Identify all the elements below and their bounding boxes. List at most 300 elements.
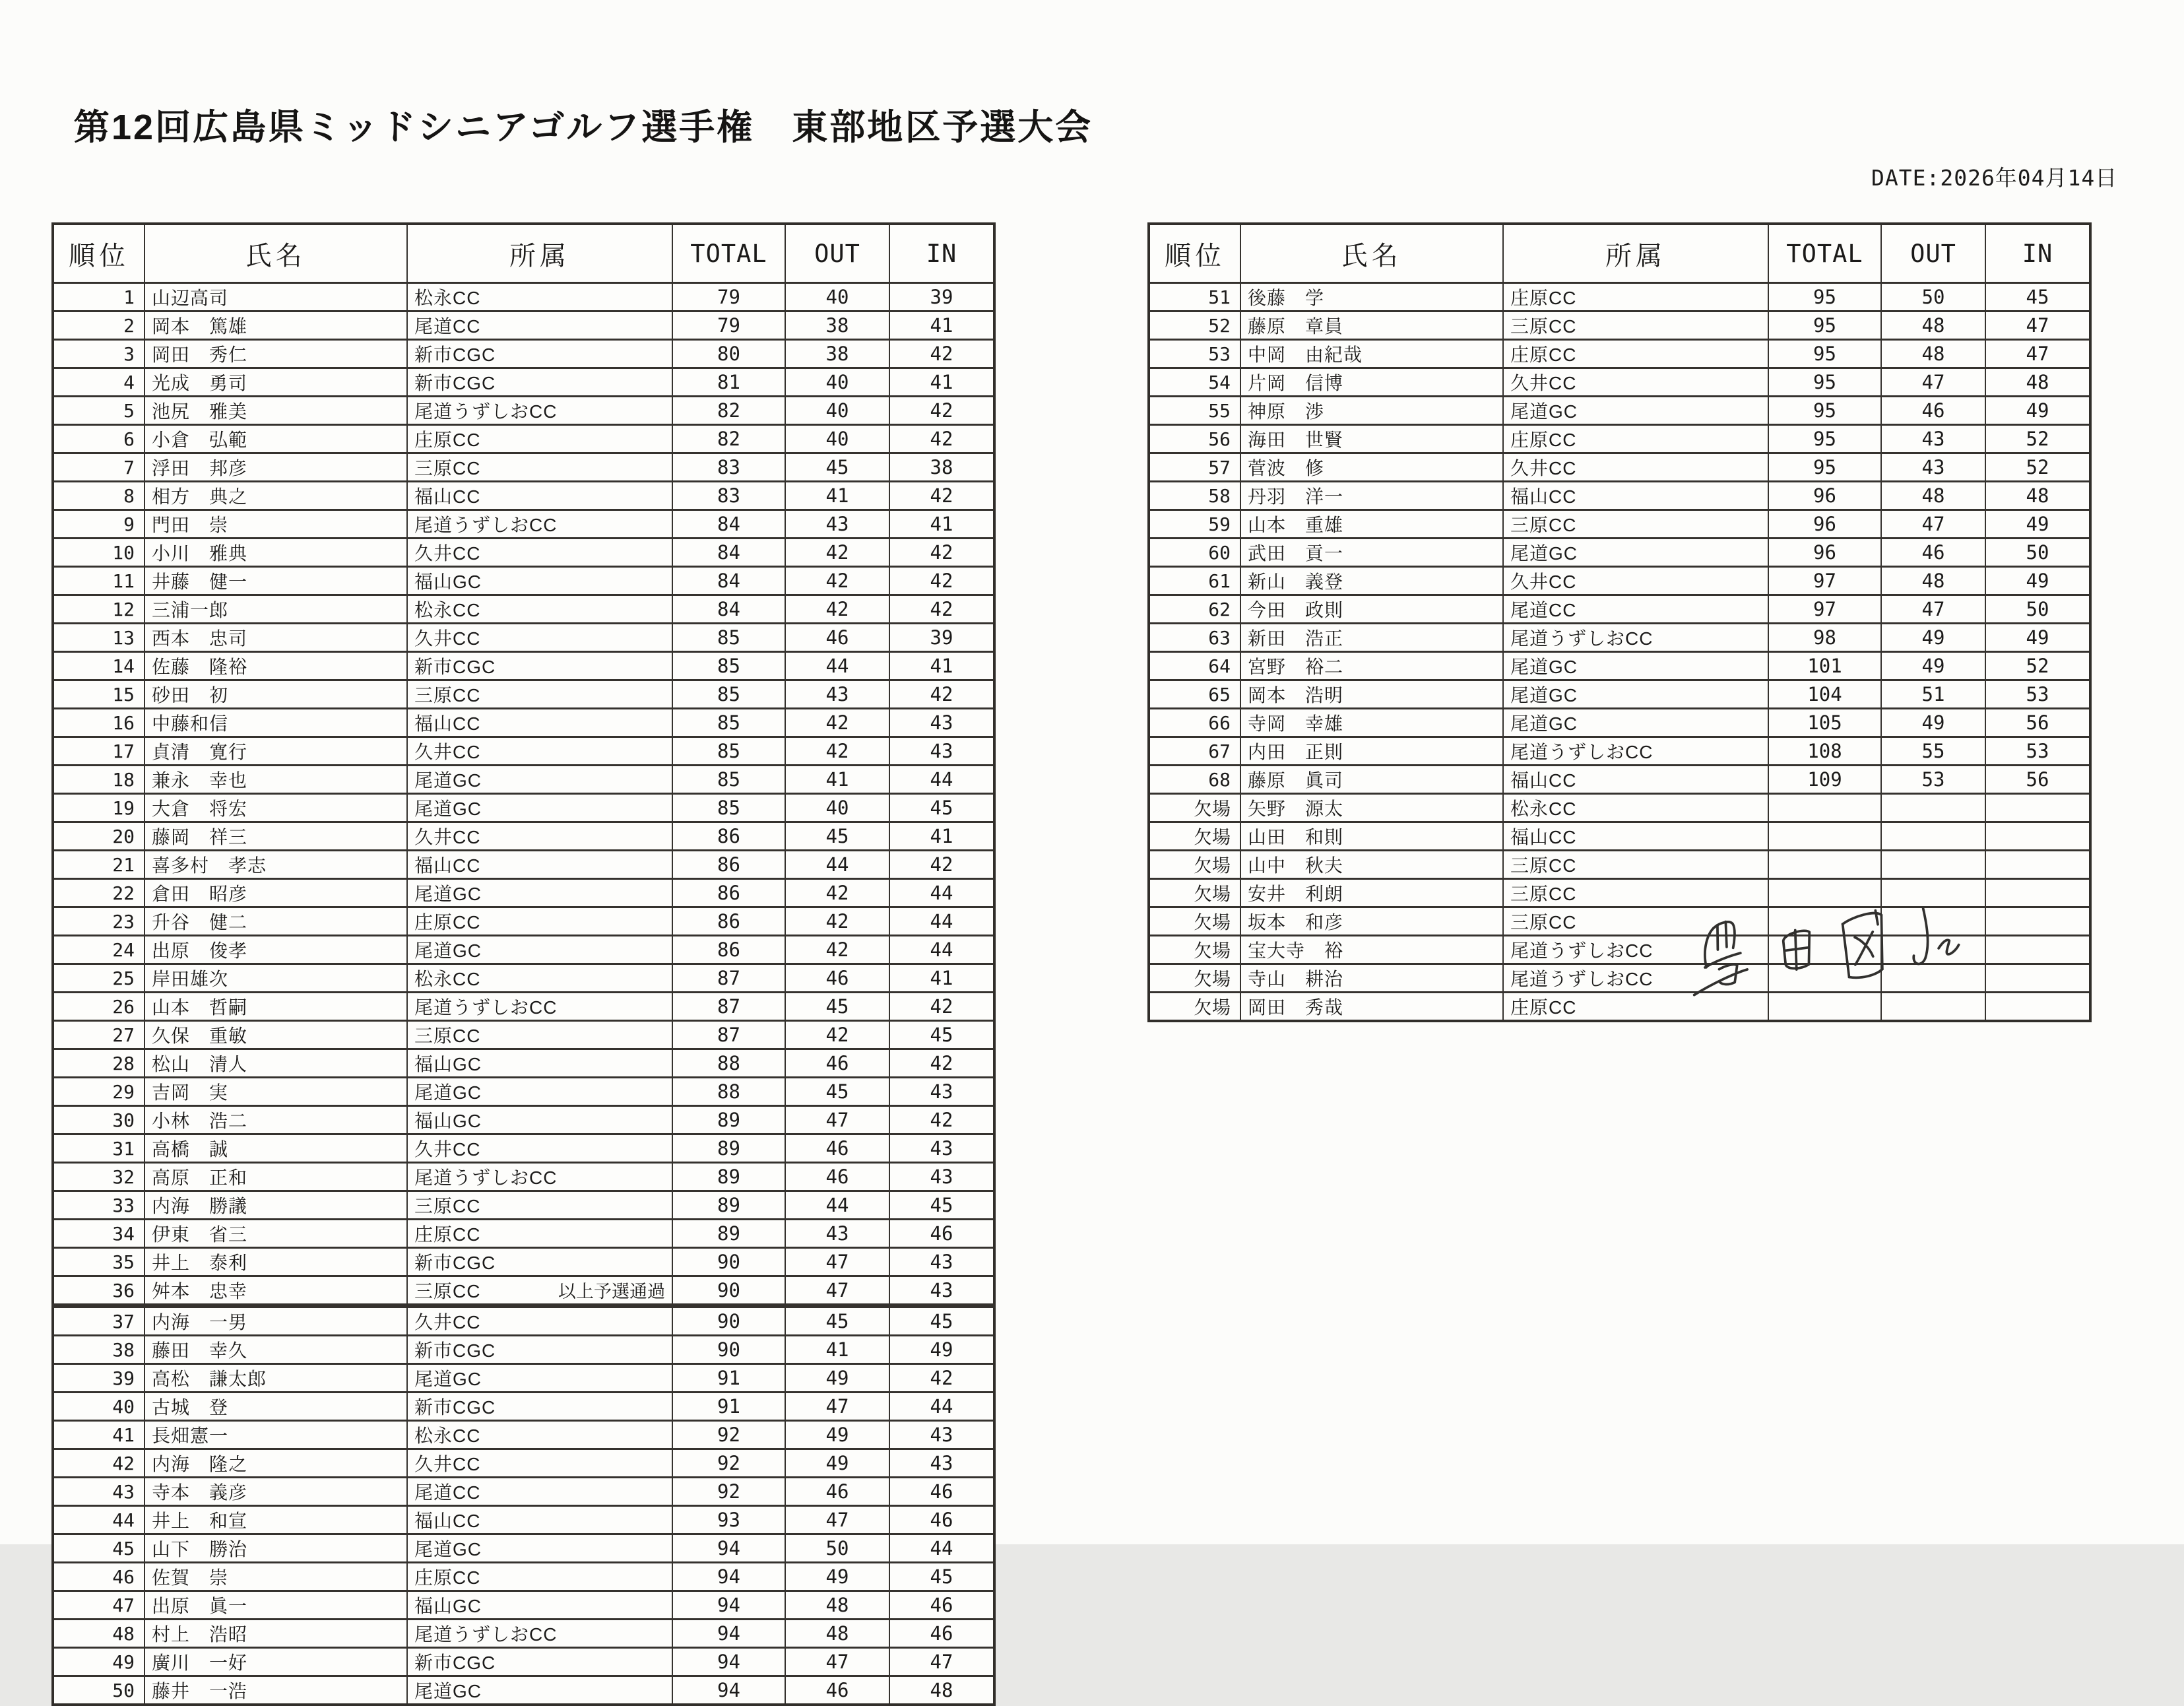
in-cell: 42 bbox=[889, 425, 994, 453]
total-cell: 95 bbox=[1768, 425, 1881, 453]
club-cell: 松永CC bbox=[407, 283, 672, 312]
in-cell: 53 bbox=[1985, 680, 2090, 709]
table-row bbox=[53, 1021, 994, 1049]
name-cell: 三浦一郎 bbox=[145, 595, 407, 624]
rank-cell: 43 bbox=[53, 1478, 145, 1506]
rank-cell: 45 bbox=[53, 1534, 145, 1563]
table-row bbox=[53, 567, 994, 595]
out-cell: 42 bbox=[785, 737, 889, 766]
name-cell: 砂田 初 bbox=[145, 680, 407, 709]
out-cell: 45 bbox=[785, 453, 889, 482]
name-cell: 藤井 一浩 bbox=[145, 1676, 407, 1705]
table-row bbox=[53, 851, 994, 879]
club-cell: 庄原CC bbox=[407, 1563, 672, 1591]
rank-cell: 11 bbox=[53, 567, 145, 595]
in-cell: 48 bbox=[1985, 482, 2090, 510]
club-cell: 三原CC bbox=[1503, 851, 1768, 879]
name-cell: 廣川 一好 bbox=[145, 1648, 407, 1676]
out-cell: 47 bbox=[785, 1248, 889, 1276]
total-cell: 95 bbox=[1768, 340, 1881, 368]
table-row bbox=[53, 595, 994, 624]
in-cell: 45 bbox=[889, 1563, 994, 1591]
name-cell: 佐賀 崇 bbox=[145, 1563, 407, 1591]
in-cell: 45 bbox=[889, 1191, 994, 1220]
out-cell: 46 bbox=[785, 624, 889, 652]
total-cell: 96 bbox=[1768, 510, 1881, 539]
rank-cell: 67 bbox=[1149, 737, 1240, 766]
name-cell: 倉田 昭彦 bbox=[145, 879, 407, 907]
in-cell: 43 bbox=[889, 1078, 994, 1106]
in-cell: 42 bbox=[889, 1364, 994, 1393]
table-row bbox=[53, 397, 994, 425]
table-row bbox=[53, 993, 994, 1021]
total-cell: 101 bbox=[1768, 652, 1881, 680]
out-cell: 48 bbox=[1881, 567, 1985, 595]
table-row bbox=[53, 1191, 994, 1220]
in-cell: 42 bbox=[889, 680, 994, 709]
out-cell: 38 bbox=[785, 340, 889, 368]
out-cell: 51 bbox=[1881, 680, 1985, 709]
name-cell: 久保 重敏 bbox=[145, 1021, 407, 1049]
table-row bbox=[53, 539, 994, 567]
total-cell: 85 bbox=[672, 737, 785, 766]
club-cell: 尾道うずしおCC bbox=[1503, 737, 1768, 766]
in-cell: 44 bbox=[889, 766, 994, 794]
club-cell: 久井CC bbox=[407, 1134, 672, 1163]
rank-cell: 53 bbox=[1149, 340, 1240, 368]
out-cell: 46 bbox=[1881, 539, 1985, 567]
club-cell: 三原CC bbox=[407, 680, 672, 709]
rank-cell: 38 bbox=[53, 1336, 145, 1364]
rank-cell: 3 bbox=[53, 340, 145, 368]
in-cell: 43 bbox=[889, 1276, 994, 1306]
rank-cell: 28 bbox=[53, 1049, 145, 1078]
table-row bbox=[53, 766, 994, 794]
table-row bbox=[53, 907, 994, 936]
out-cell: 44 bbox=[785, 1191, 889, 1220]
in-cell: 42 bbox=[889, 595, 994, 624]
name-cell: 今田 政則 bbox=[1240, 595, 1503, 624]
rank-cell: 56 bbox=[1149, 425, 1240, 453]
rank-cell: 欠場 bbox=[1149, 851, 1240, 879]
out-cell: 42 bbox=[785, 936, 889, 964]
in-cell: 43 bbox=[889, 1421, 994, 1449]
total-cell: 87 bbox=[672, 1021, 785, 1049]
club-cell: 三原CC bbox=[407, 453, 672, 482]
table-row bbox=[1149, 482, 2090, 510]
table-row bbox=[53, 1478, 994, 1506]
out-cell: 43 bbox=[785, 510, 889, 539]
name-cell: 池尻 雅美 bbox=[145, 397, 407, 425]
table-row bbox=[1149, 453, 2090, 482]
in-cell: 42 bbox=[889, 851, 994, 879]
out-cell: 47 bbox=[1881, 510, 1985, 539]
name-cell: 兼永 幸也 bbox=[145, 766, 407, 794]
total-cell: 95 bbox=[1768, 453, 1881, 482]
club-cell: 尾道GC bbox=[407, 1534, 672, 1563]
out-cell: 48 bbox=[785, 1620, 889, 1648]
total-cell: 85 bbox=[672, 766, 785, 794]
table-row bbox=[1149, 539, 2090, 567]
club-cell: 新市CGC bbox=[407, 1248, 672, 1276]
out-cell: 46 bbox=[1881, 397, 1985, 425]
in-cell: 41 bbox=[889, 312, 994, 340]
total-cell: 85 bbox=[672, 624, 785, 652]
name-cell: 中岡 由紀哉 bbox=[1240, 340, 1503, 368]
total-cell: 105 bbox=[1768, 709, 1881, 737]
column-header: TOTAL bbox=[1768, 224, 1881, 283]
name-cell: 古城 登 bbox=[145, 1393, 407, 1421]
total-cell: 82 bbox=[672, 397, 785, 425]
in-cell: 43 bbox=[889, 1134, 994, 1163]
name-cell: 井上 泰利 bbox=[145, 1248, 407, 1276]
out-cell: 45 bbox=[785, 1306, 889, 1336]
out-cell: 40 bbox=[785, 397, 889, 425]
out-cell: 47 bbox=[785, 1648, 889, 1676]
rank-cell: 48 bbox=[53, 1620, 145, 1648]
rank-cell: 10 bbox=[53, 539, 145, 567]
in-cell: 43 bbox=[889, 1248, 994, 1276]
club-cell: 三原CC bbox=[407, 1191, 672, 1220]
out-cell: 40 bbox=[785, 425, 889, 453]
name-cell: 升谷 健二 bbox=[145, 907, 407, 936]
rank-cell: 24 bbox=[53, 936, 145, 964]
name-cell: 出原 眞一 bbox=[145, 1591, 407, 1620]
table-row bbox=[53, 1306, 994, 1336]
rank-cell: 欠場 bbox=[1149, 964, 1240, 993]
rank-cell: 49 bbox=[53, 1648, 145, 1676]
total-cell: 90 bbox=[672, 1276, 785, 1306]
column-header: 氏名 bbox=[145, 224, 407, 283]
name-cell: 後藤 学 bbox=[1240, 283, 1503, 312]
club-cell: 尾道うずしおCC bbox=[407, 510, 672, 539]
name-cell: 藤原 眞司 bbox=[1240, 766, 1503, 794]
total-cell: 84 bbox=[672, 567, 785, 595]
total-cell: 95 bbox=[1768, 283, 1881, 312]
rank-cell: 47 bbox=[53, 1591, 145, 1620]
out-cell: 42 bbox=[785, 567, 889, 595]
table-row bbox=[53, 283, 994, 312]
total-cell: 80 bbox=[672, 340, 785, 368]
club-cell: 久井CC bbox=[407, 539, 672, 567]
total-cell: 97 bbox=[1768, 567, 1881, 595]
name-cell: 新田 浩正 bbox=[1240, 624, 1503, 652]
table-row bbox=[53, 822, 994, 851]
in-cell: 39 bbox=[889, 624, 994, 652]
club-cell: 福山CC bbox=[407, 482, 672, 510]
in-cell: 44 bbox=[889, 879, 994, 907]
in-cell: 46 bbox=[889, 1591, 994, 1620]
out-cell: 44 bbox=[785, 652, 889, 680]
name-cell: 内海 一男 bbox=[145, 1306, 407, 1336]
club-cell: 三原CC bbox=[1503, 879, 1768, 907]
club-cell: 尾道うずしおCC bbox=[407, 1620, 672, 1648]
out-cell: 40 bbox=[785, 283, 889, 312]
club-cell: 新市CGC bbox=[407, 368, 672, 397]
club-cell: 尾道GC bbox=[1503, 680, 1768, 709]
table-row bbox=[53, 425, 994, 453]
table-row bbox=[53, 1563, 994, 1591]
out-cell: 41 bbox=[785, 482, 889, 510]
in-cell: 43 bbox=[889, 1449, 994, 1478]
rank-cell: 23 bbox=[53, 907, 145, 936]
name-cell: 小林 浩二 bbox=[145, 1106, 407, 1134]
rank-cell: 8 bbox=[53, 482, 145, 510]
name-cell: 寺山 耕治 bbox=[1240, 964, 1503, 993]
club-cell: 尾道GC bbox=[407, 766, 672, 794]
out-cell bbox=[1881, 851, 1985, 879]
rank-cell: 58 bbox=[1149, 482, 1240, 510]
club-cell: 庄原CC bbox=[1503, 283, 1768, 312]
rank-cell: 54 bbox=[1149, 368, 1240, 397]
club-cell: 久井CC bbox=[407, 1306, 672, 1336]
table-row bbox=[1149, 283, 2090, 312]
rank-cell: 29 bbox=[53, 1078, 145, 1106]
table-row bbox=[53, 1049, 994, 1078]
out-cell: 49 bbox=[785, 1364, 889, 1393]
total-cell: 85 bbox=[672, 709, 785, 737]
table-row bbox=[53, 1393, 994, 1421]
total-cell: 94 bbox=[672, 1648, 785, 1676]
rank-cell: 50 bbox=[53, 1676, 145, 1705]
club-cell: 新市CGC bbox=[407, 652, 672, 680]
total-cell: 93 bbox=[672, 1506, 785, 1534]
club-cell: 三原CC bbox=[1503, 510, 1768, 539]
out-cell: 42 bbox=[785, 709, 889, 737]
table-row bbox=[53, 652, 994, 680]
total-cell: 94 bbox=[672, 1591, 785, 1620]
out-cell: 50 bbox=[785, 1534, 889, 1563]
out-cell: 48 bbox=[1881, 482, 1985, 510]
in-cell: 43 bbox=[889, 737, 994, 766]
name-cell: 武田 貢一 bbox=[1240, 539, 1503, 567]
club-cell: 久井CC bbox=[1503, 453, 1768, 482]
total-cell: 89 bbox=[672, 1220, 785, 1248]
name-cell: 岡田 秀哉 bbox=[1240, 993, 1503, 1022]
table-row bbox=[53, 1163, 994, 1191]
rank-cell: 6 bbox=[53, 425, 145, 453]
total-cell: 85 bbox=[672, 794, 785, 822]
name-cell: 岸田雄次 bbox=[145, 964, 407, 993]
club-cell: 尾道CC bbox=[407, 1478, 672, 1506]
in-cell: 49 bbox=[1985, 510, 2090, 539]
club-cell: 庄原CC bbox=[407, 425, 672, 453]
rank-cell: 60 bbox=[1149, 539, 1240, 567]
rank-cell: 35 bbox=[53, 1248, 145, 1276]
rank-cell: 5 bbox=[53, 397, 145, 425]
total-cell: 88 bbox=[672, 1078, 785, 1106]
total-cell: 92 bbox=[672, 1421, 785, 1449]
name-cell: 寺岡 幸雄 bbox=[1240, 709, 1503, 737]
club-cell: 尾道GC bbox=[407, 1676, 672, 1705]
in-cell bbox=[1985, 794, 2090, 822]
out-cell: 40 bbox=[785, 794, 889, 822]
club-cell: 尾道GC bbox=[407, 936, 672, 964]
rank-cell: 66 bbox=[1149, 709, 1240, 737]
name-cell: 菅波 修 bbox=[1240, 453, 1503, 482]
name-cell: 山本 哲嗣 bbox=[145, 993, 407, 1021]
rank-cell: 15 bbox=[53, 680, 145, 709]
column-header: 所属 bbox=[1503, 224, 1768, 283]
column-header: TOTAL bbox=[672, 224, 785, 283]
club-cell: 松永CC bbox=[1503, 794, 1768, 822]
total-cell: 89 bbox=[672, 1163, 785, 1191]
rank-cell: 21 bbox=[53, 851, 145, 879]
out-cell: 42 bbox=[785, 907, 889, 936]
name-cell: 長畑憲一 bbox=[145, 1421, 407, 1449]
club-cell: 福山CC bbox=[407, 709, 672, 737]
name-cell: 内海 隆之 bbox=[145, 1449, 407, 1478]
out-cell: 48 bbox=[785, 1591, 889, 1620]
out-cell: 47 bbox=[785, 1506, 889, 1534]
total-cell: 84 bbox=[672, 539, 785, 567]
name-cell: 岡田 秀仁 bbox=[145, 340, 407, 368]
table-row bbox=[1149, 652, 2090, 680]
out-cell: 47 bbox=[785, 1393, 889, 1421]
total-cell: 85 bbox=[672, 680, 785, 709]
club-cell: 福山GC bbox=[407, 1049, 672, 1078]
club-cell: 久井CC bbox=[407, 737, 672, 766]
in-cell: 42 bbox=[889, 1106, 994, 1134]
name-cell: 岡本 浩明 bbox=[1240, 680, 1503, 709]
rank-cell: 欠場 bbox=[1149, 907, 1240, 936]
out-cell: 46 bbox=[785, 964, 889, 993]
in-cell: 41 bbox=[889, 822, 994, 851]
out-cell: 47 bbox=[1881, 595, 1985, 624]
table-row bbox=[53, 1336, 994, 1364]
total-cell: 84 bbox=[672, 595, 785, 624]
rank-cell: 7 bbox=[53, 453, 145, 482]
club-cell: 福山CC bbox=[407, 1506, 672, 1534]
name-cell: 舛本 忠幸 bbox=[145, 1276, 407, 1306]
name-cell: 新山 義登 bbox=[1240, 567, 1503, 595]
in-cell: 49 bbox=[1985, 567, 2090, 595]
in-cell: 47 bbox=[1985, 312, 2090, 340]
table-row bbox=[53, 1364, 994, 1393]
out-cell: 48 bbox=[1881, 340, 1985, 368]
in-cell: 39 bbox=[889, 283, 994, 312]
out-cell: 50 bbox=[1881, 283, 1985, 312]
club-cell: 庄原CC bbox=[1503, 993, 1768, 1022]
rank-cell: 32 bbox=[53, 1163, 145, 1191]
total-cell: 89 bbox=[672, 1191, 785, 1220]
club-cell: 久井CC bbox=[1503, 567, 1768, 595]
rank-cell: 欠場 bbox=[1149, 879, 1240, 907]
out-cell: 49 bbox=[785, 1449, 889, 1478]
out-cell: 45 bbox=[785, 822, 889, 851]
in-cell: 53 bbox=[1985, 737, 2090, 766]
table-row bbox=[1149, 766, 2090, 794]
out-cell bbox=[1881, 822, 1985, 851]
out-cell: 46 bbox=[785, 1134, 889, 1163]
table-row bbox=[53, 737, 994, 766]
table-row bbox=[1149, 510, 2090, 539]
name-cell: 山中 秋夫 bbox=[1240, 851, 1503, 879]
rank-cell: 26 bbox=[53, 993, 145, 1021]
name-cell: 山本 重雄 bbox=[1240, 510, 1503, 539]
total-cell: 94 bbox=[672, 1620, 785, 1648]
total-cell: 85 bbox=[672, 652, 785, 680]
total-cell: 81 bbox=[672, 368, 785, 397]
out-cell: 48 bbox=[1881, 312, 1985, 340]
name-cell: 伊東 省三 bbox=[145, 1220, 407, 1248]
out-cell: 49 bbox=[1881, 652, 1985, 680]
out-cell: 40 bbox=[785, 368, 889, 397]
rank-cell: 42 bbox=[53, 1449, 145, 1478]
out-cell: 43 bbox=[1881, 453, 1985, 482]
club-cell: 福山CC bbox=[1503, 822, 1768, 851]
name-cell: 井上 和宣 bbox=[145, 1506, 407, 1534]
table-row bbox=[1149, 567, 2090, 595]
total-cell: 96 bbox=[1768, 482, 1881, 510]
club-cell: 庄原CC bbox=[1503, 425, 1768, 453]
in-cell: 52 bbox=[1985, 652, 2090, 680]
in-cell: 46 bbox=[889, 1506, 994, 1534]
out-cell: 49 bbox=[1881, 709, 1985, 737]
in-cell: 52 bbox=[1985, 453, 2090, 482]
name-cell: 光成 勇司 bbox=[145, 368, 407, 397]
name-cell: 大倉 将宏 bbox=[145, 794, 407, 822]
name-cell: 井藤 健一 bbox=[145, 567, 407, 595]
rank-cell: 31 bbox=[53, 1134, 145, 1163]
club-cell: 尾道うずしおCC bbox=[407, 397, 672, 425]
club-cell: 尾道うずしおCC bbox=[1503, 624, 1768, 652]
total-cell: 97 bbox=[1768, 595, 1881, 624]
name-cell: 山辺高司 bbox=[145, 283, 407, 312]
rank-cell: 39 bbox=[53, 1364, 145, 1393]
rank-cell: 51 bbox=[1149, 283, 1240, 312]
rank-cell: 62 bbox=[1149, 595, 1240, 624]
in-cell: 50 bbox=[1985, 539, 2090, 567]
total-cell bbox=[1768, 794, 1881, 822]
name-cell: 内田 正則 bbox=[1240, 737, 1503, 766]
in-cell: 44 bbox=[889, 1393, 994, 1421]
out-cell: 55 bbox=[1881, 737, 1985, 766]
in-cell: 42 bbox=[889, 397, 994, 425]
rank-cell: 61 bbox=[1149, 567, 1240, 595]
rank-cell: 16 bbox=[53, 709, 145, 737]
rank-cell: 41 bbox=[53, 1421, 145, 1449]
in-cell: 45 bbox=[889, 794, 994, 822]
table-row bbox=[1149, 425, 2090, 453]
rank-cell: 33 bbox=[53, 1191, 145, 1220]
rank-cell: 34 bbox=[53, 1220, 145, 1248]
in-cell: 42 bbox=[889, 340, 994, 368]
table-row bbox=[53, 1648, 994, 1676]
rank-cell: 25 bbox=[53, 964, 145, 993]
total-cell: 92 bbox=[672, 1478, 785, 1506]
table-row bbox=[53, 879, 994, 907]
table-row bbox=[53, 453, 994, 482]
rank-cell: 36 bbox=[53, 1276, 145, 1306]
qualify-note: 以上予選通過 bbox=[558, 1282, 665, 1301]
total-cell: 90 bbox=[672, 1336, 785, 1364]
total-cell: 90 bbox=[672, 1248, 785, 1276]
in-cell: 43 bbox=[889, 1163, 994, 1191]
out-cell: 47 bbox=[785, 1106, 889, 1134]
column-header: 順位 bbox=[1149, 224, 1240, 283]
rank-cell: 13 bbox=[53, 624, 145, 652]
club-cell: 久井CC bbox=[407, 624, 672, 652]
total-cell: 87 bbox=[672, 964, 785, 993]
name-cell: 山下 勝治 bbox=[145, 1534, 407, 1563]
name-cell: 藤田 幸久 bbox=[145, 1336, 407, 1364]
total-cell: 95 bbox=[1768, 397, 1881, 425]
name-cell: 神原 渉 bbox=[1240, 397, 1503, 425]
in-cell: 49 bbox=[1985, 397, 2090, 425]
club-cell: 新市CGC bbox=[407, 340, 672, 368]
out-cell: 42 bbox=[785, 539, 889, 567]
